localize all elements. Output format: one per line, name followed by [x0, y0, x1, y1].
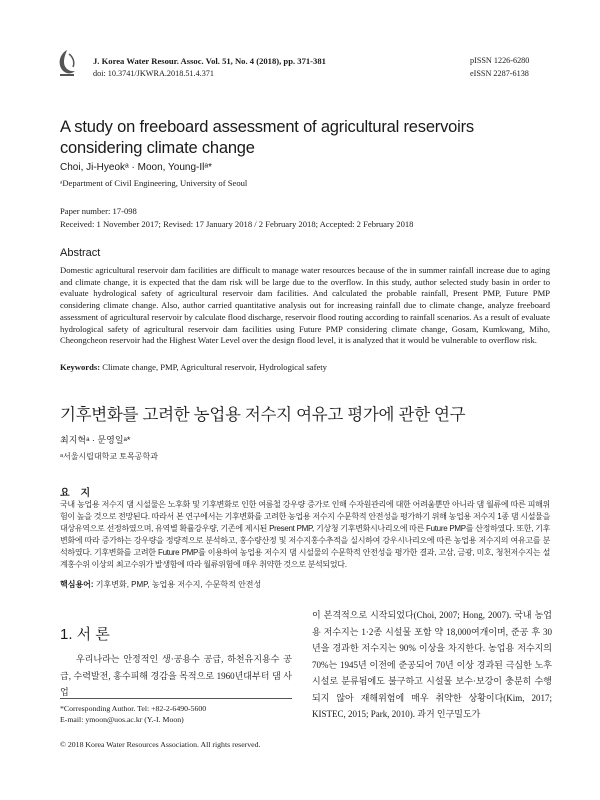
keywords-label: Keywords:	[60, 362, 101, 372]
abstract-heading: Abstract	[60, 247, 101, 259]
received-dates: Received: 1 November 2017; Revised: 17 January 2018 / 2 February 2018; Accepted: 2 February 2018	[60, 219, 414, 229]
english-title: A study on freeboard assessment of agricultural reservoirs considering climate change	[60, 118, 474, 157]
intro-paragraph-left	[60, 651, 292, 701]
intro-paragraph-right: 이 본격적으로 시작되었다(Choi, 2007; Hong, 2007). 국내 농업용 저수지는 1·2종 시설물 포함 약 18,000여개이며, 준공 후 30년을 경과한 저수지는 90% 이상을 차지한다. 농업용 저수지의 70%는 1945년 이전에 준공되어 70년 이상 경과된 극심한 노후시설로 분류됨에도 불구하고 시설물 보수·보강이 충분히 수행되지 않아 재해위험에 매우 취약한 상황이다(Kim, 2017; KISTEC, 2015; Park, 2010). 과거 인구밀도가	[312, 610, 552, 719]
footnote-divider	[60, 698, 292, 699]
eissn: eISSN 2287-6138	[470, 69, 529, 78]
paper-number: Paper number: 17-098	[60, 206, 137, 216]
korean-authors: 최지혁ᵃ · 문영일ᵃ*	[60, 435, 131, 445]
corresponding-author: *Corresponding Author. Tel: +82-2-6490-5600	[60, 704, 207, 713]
korean-abstract-text: 국내 농업용 저수지 댐 시설물은 노후화 및 기후변화로 인한 여름철 강우량 증가로 인해 수자원관리에 대한 어려움뿐만 아니라 댐 월류에 따른 피해위험이 높을 것으로 전망된다. 따라서 본 연구에서는 기후변화를 고려한 농업용 저수지 수문학적 안전성을 평가하기 위해 농업용 저수지 1종 댐 시설물을 대상유역으로 선정하였으며, 유역별 확률강우량, 기존에 제시된 Present PMP, 기상청 기후변화시나리오에 따른 Future PMP를 산정하였다. 또한, 기후변화에 따라 증가하는 강우량을 정량적으로 분석하고, 홍수량산정 및 저수지홍수추적을 실시하여 강우시나리오에 따른 농업용 저수지의 여유고를 분석하였다. 기후변화를 고려한 Future PMP를 이용하여 농업용 저수지 댐 시설물의 수문학적 안전성을 평가한 결과, 고삼, 금광, 미호, 청천저수지는 설계홍수위 이상의 최고수위가 발생함에 따라 월류위험에 매우 취약한 것으로 분석되었다.	[60, 500, 550, 569]
doi: doi: 10.3741/JKWRA.2018.51.4.371	[93, 69, 214, 78]
english-authors: Choi, Ji-Hyeokᵃ · Moon, Young-Ilᵃ*	[60, 162, 212, 173]
author-email: E-mail: ymoon@uos.ac.kr (Y.-I. Moon)	[60, 715, 184, 724]
journal-citation: J. Korea Water Resour. Assoc. Vol. 51, No. 4 (2018), pp. 371-381	[93, 56, 326, 66]
korean-affiliation: ᵃ서울시립대학교 토목공학과	[60, 452, 158, 461]
intro-left-text: 우리나라는 안정적인 생·공용수 공급, 하천유지용수 공급, 수력발전, 홍수피해 경감을 목적으로 1960년대부터 댐 사업	[60, 654, 292, 697]
korean-keywords	[60, 579, 261, 590]
copyright: © 2018 Korea Water Resources Association. All rights reserved.	[60, 740, 261, 749]
journal-logo	[55, 48, 79, 78]
english-keywords	[60, 362, 327, 372]
abstract-text: Domestic agricultural reservoir dam facilities are difficult to manage water resources because of the in summer rainfall increase due to aging and climate change, it is expected that the dam risk will be large due to the overflow. In this study, author selected study basin in order to evaluate hydrological safety of agricultural reservoir dam facilities. And calculated the probable rainfall, Present PMP, Future PMP considering climate change. Also, author carried quantitative analysis out for increasing rainfall due to climate change, analyze freeboard assessment of agricultural reservoir by calculate flood discharge, reservoir flood routing according to rainfall scenarios. As a result of evaluate hydrological safety of agricultural reservoir dam facilities using Future PMP considering climate change, Gosam, Kumkwang, Miho, Cheongcheon reservoir had the Highest Water Level over the design flood level, it is analyzed that it would be vulnerable to overflow risk.	[60, 265, 550, 346]
pissn: pISSN 1226-6280	[470, 56, 530, 65]
korean-abstract-heading: 요 지	[60, 488, 95, 499]
english-affiliation: ᵃDepartment of Civil Engineering, University of Seoul	[60, 178, 248, 188]
section-heading: 1. 서 론	[60, 626, 110, 643]
keywords-list: Climate change, PMP, Agricultural reservoir, Hydrological safety	[100, 362, 327, 372]
korean-keywords-list: 기후변화, PMP, 농업용 저수지, 수문학적 안전성	[93, 580, 262, 589]
korean-keywords-label: 핵심용어:	[60, 580, 94, 589]
korean-title: 기후변화를 고려한 농업용 저수지 여유고 평가에 관한 연구	[60, 406, 466, 424]
